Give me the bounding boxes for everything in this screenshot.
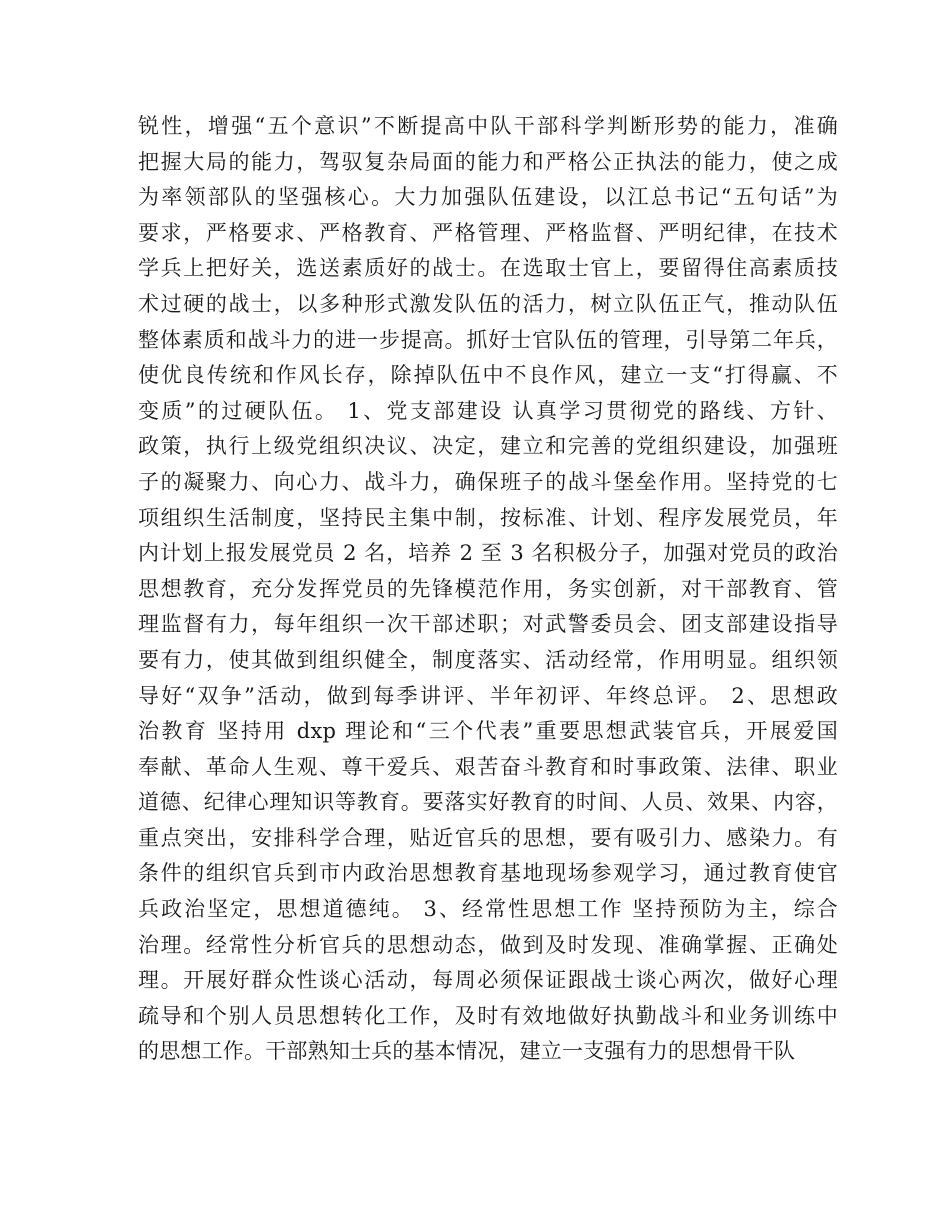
- text-line: 要有力，使其做到组织健全，制度落实、活动经常，作用明显。组织领: [138, 647, 838, 672]
- text-line: 兵政治坚定，思想道德纯。 3、经常性思想工作 坚持预防为主，综合: [138, 897, 838, 922]
- text-line: 重点突出，安排科学合理，贴近官兵的思想，要有吸引力、感染力。有: [138, 825, 838, 850]
- text-line: 奉献、革命人生观、尊干爱兵、艰苦奋斗教育和时事政策、法律、职业: [138, 754, 838, 779]
- text-line: 使优良传统和作风长存，除掉队伍中不良作风，建立一支“打得赢、不: [138, 363, 838, 388]
- text-line: 内计划上报发展党员 2 名，培养 2 至 3 名积极分子，加强对党员的政治: [138, 541, 838, 566]
- body-text: [138, 109, 838, 1070]
- text-line: 整体素质和战斗力的进一步提高。抓好士官队伍的管理，引导第二年兵，: [138, 327, 838, 352]
- text-line: 把握大局的能力，驾驭复杂局面的能力和严格公正执法的能力，使之成: [138, 149, 838, 174]
- text-line: 理监督有力，每年组织一次干部述职；对武警委员会、团支部建设指导: [138, 612, 838, 637]
- text-line: 导好“双争”活动，做到每季讲评、半年初评、年终总评。 2、思想政: [138, 683, 838, 708]
- text-line: 子的凝聚力、向心力、战斗力，确保班子的战斗堡垒作用。坚持党的七: [138, 469, 838, 494]
- text-line: 锐性，增强“五个意识”不断提高中队干部科学判断形势的能力，准确: [138, 114, 838, 138]
- text-line: 政策，执行上级党组织决议、决定，建立和完善的党组织建设，加强班: [138, 434, 838, 459]
- text-line: 术过硬的战士，以多种形式激发队伍的活力，树立队伍正气，推动队伍: [138, 291, 838, 316]
- text-line: 疏导和个别人员思想转化工作，及时有效地做好执勤战斗和业务训练中: [138, 1003, 838, 1028]
- text-line: 理。开展好群众性谈心活动，每周必须保证跟战士谈心两次，做好心理: [138, 968, 838, 993]
- text-line: 思想教育，充分发挥党员的先锋模范作用，务实创新，对干部教育、管: [138, 576, 838, 601]
- text-line: 要求，严格要求、严格教育、严格管理、严格监督、严明纪律，在技术: [138, 220, 838, 245]
- text-line: 条件的组织官兵到市内政治思想教育基地现场参观学习，通过教育使官: [138, 861, 838, 886]
- text-line: 学兵上把好关，选送素质好的战士。在选取士官上，要留得住高素质技: [138, 256, 838, 281]
- text-line: 变质”的过硬队伍。 1、党支部建设 认真学习贯彻党的路线、方针、: [138, 398, 838, 423]
- text-line: 治理。经常性分析官兵的思想动态，做到及时发现、准确掌握、正确处: [138, 932, 838, 957]
- text-line: 的思想工作。干部熟知士兵的基本情况，建立一支强有力的思想骨干队: [138, 1039, 796, 1064]
- text-line: 项组织生活制度，坚持民主集中制，按标准、计划、程序发展党员，年: [138, 505, 838, 530]
- text-line: 治教育 坚持用 dxp 理论和“三个代表”重要思想武装官兵，开展爱国: [138, 719, 838, 744]
- text-line: 道德、纪律心理知识等教育。要落实好教育的时间、人员、效果、内容，: [138, 790, 838, 815]
- text-line: 为率领部队的坚强核心。大力加强队伍建设，以江总书记“五句话”为: [138, 185, 838, 210]
